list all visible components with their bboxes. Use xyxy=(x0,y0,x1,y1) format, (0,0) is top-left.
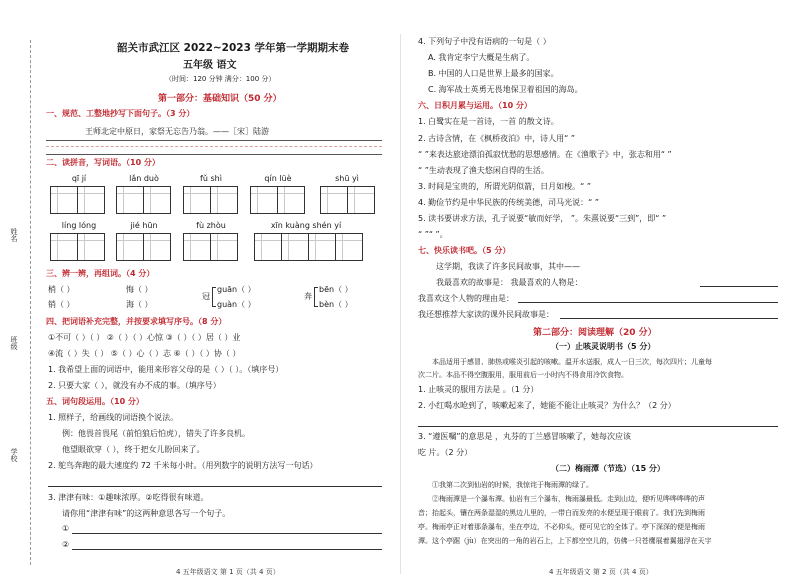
q2-pinyin-4: qín lüè xyxy=(264,174,292,183)
exam-meta: （时间：120 分钟 满分：100 分） xyxy=(165,75,276,83)
q1-heading: 一、规范、工整地抄写下面句子。（3 分） xyxy=(46,109,195,118)
q5-item-3-instruction: 请你用“津津有味”的这两种意思各写一个句子。 xyxy=(62,509,231,518)
q6-item-5b: “ ”“ ”。 xyxy=(418,230,448,239)
q6-item-3: 3. 时间是宝贵的，所谓光阴似箭，日月如梭。“ ” xyxy=(418,182,592,191)
reading1-heading: （一）止咳灵说明书（5 分） xyxy=(551,342,656,351)
q3-brace-2 xyxy=(314,287,318,307)
q6-heading: 六、日积月累与运用。（10 分） xyxy=(418,101,532,110)
q5-answer-line-2[interactable] xyxy=(72,533,382,534)
q4-sub-2: 2. 只要大家（ ），就没有办不成的事。（填序号） xyxy=(48,381,221,390)
q6-item-2a: 2. 古诗含情，在《枫桥夜泊》中，诗人用“ ” xyxy=(418,134,576,143)
reading2-para-2b: 音；抬起头，镶在两条湿湿的黑边儿里的，一带白而发亮的水便呈现于眼前了。我们先到梅雨 xyxy=(418,509,705,517)
r-q4-stem: 4. 下列句子中没有语病的一句是（ ） xyxy=(418,37,551,46)
binding-line xyxy=(30,40,31,565)
reading2-para-2d: 潭。这个亭踞（jù）在突出的一角的岩石上，上下都空空儿的，仿佛一只苍鹰展着翼翅浮在天宇 xyxy=(418,537,712,545)
q7-recommend: 我还想推荐大家读的课外民间故事是： xyxy=(418,310,554,319)
q3-guan-2: guàn（ ） xyxy=(217,300,256,309)
q2-pinyin-9: xīn kuàng shén yí xyxy=(270,221,342,230)
q2-heading: 二、读拼音，写词语。（10 分） xyxy=(46,158,160,167)
reading1-text-2: 次二片。本品不得空腹服用，服用前后一小时内不得食用冷饮食物。 xyxy=(418,371,628,379)
q5-item-2: 2. 鸵鸟奔跑的最大速度约 72 千米每小时。（用列数字的说明方法写一句话） xyxy=(48,461,318,470)
q5-answer-line-3[interactable] xyxy=(72,549,382,550)
part2-heading: 第二部分：阅读理解（20 分） xyxy=(533,328,657,338)
reading1-q3a: 3. “遵医嘱”的意思是 ，丸芬的丁兰感冒咳嗽了，她每次应该 xyxy=(418,432,632,441)
q1-writing-line[interactable] xyxy=(46,140,382,155)
q6-item-4: 4. 勤俭节约是中华民族的传统美德，司马光说：“ ” xyxy=(418,198,600,207)
q1-poem: 王师北定中原日，家祭无忘告乃翁。——［宋］陆游 xyxy=(85,127,269,136)
reading2-para-2a: ②梅雨潭是一个瀑布潭。仙岩有三个瀑布，梅雨瀑最低。走到山边，便听见哗哗哗哗的声 xyxy=(432,495,705,503)
reading1-q2-answer-line[interactable] xyxy=(418,426,778,427)
q5-answer-line-1[interactable] xyxy=(48,486,382,487)
right-footer: 4 五年级语文 第 2 页（共 4 页） xyxy=(549,568,653,576)
q6-item-2c: “ ”生动表现了渔夫悠闲自得的生活。 xyxy=(418,166,549,175)
q2-char-box-5[interactable] xyxy=(320,186,374,214)
side-label-name: 姓名 xyxy=(10,228,18,242)
left-footer: 4 五年级语文 第 1 页（共 4 页） xyxy=(176,568,280,576)
q3-char-guan: 冠 xyxy=(202,292,210,301)
q6-item-1: 1. 白鹭实在是一首诗，一首 的散文诗。 xyxy=(418,117,559,126)
reading2-heading: （二）梅雨潭（节选）（15 分） xyxy=(551,464,665,473)
q7-intro: 这学期，我读了许多民间故事，其中—— xyxy=(436,262,580,271)
q5-item-3-blank-1: ① xyxy=(62,524,70,533)
q5-heading: 五、词句段运用。（10 分） xyxy=(46,397,144,406)
q2-pinyin-5: shū yì xyxy=(335,174,359,183)
q4-row-1: ①不可（ ）（ ） ②（ ）（ ）心惊 ③（ ）（ ）居（ ）业 xyxy=(48,333,241,342)
q7-heading: 七、快乐读书吧。（5 分） xyxy=(418,246,511,255)
q2-pinyin-7: jié hūn xyxy=(130,221,158,230)
reading1-q3b: 吃 片。（2 分） xyxy=(418,448,473,457)
side-label-class: 班级 xyxy=(10,336,18,350)
q2-char-box-1[interactable] xyxy=(50,186,104,214)
q2-char-box-2[interactable] xyxy=(116,186,170,214)
side-label-school: 学校 xyxy=(10,448,18,462)
q2-pinyin-6: líng lóng xyxy=(61,221,97,230)
q4-sub-1: 1. 我希望上面的词语中，能用来形容父母的是（ ）（ ）。（填序号） xyxy=(48,365,284,374)
q1-writing-midline xyxy=(46,146,382,147)
q7-favorite-character-blank[interactable] xyxy=(700,286,778,287)
page-divider xyxy=(400,34,401,574)
q7-recommend-blank[interactable] xyxy=(560,318,778,319)
q7-reason-blank[interactable] xyxy=(518,302,778,303)
q2-char-box-8[interactable] xyxy=(183,233,237,261)
q2-pinyin-2: lǎn duò xyxy=(129,174,159,183)
q3-ben-1: bēn（ ） xyxy=(319,285,353,294)
q3-item-1: 梢（ ） xyxy=(48,285,75,294)
q3-char-ben: 奔 xyxy=(304,292,312,301)
q3-guan-1: guān（ ） xyxy=(217,285,256,294)
q5-item-3: 3. 津津有味：①趣味浓厚。②吃得很有味道。 xyxy=(48,493,209,502)
q2-pinyin-3: fǔ shì xyxy=(200,174,222,183)
r-q4-option-a: A. 我肯定李宁大概是生病了。 xyxy=(428,53,535,62)
q3-ben-2: bèn（ ） xyxy=(319,300,353,309)
part1-heading: 第一部分：基础知识（50 分） xyxy=(158,94,282,104)
q2-char-box-7[interactable] xyxy=(116,233,170,261)
q5-item-1: 1. 照样子，给画线的词语换个说法。 xyxy=(48,413,179,422)
reading2-para-2c: 亭。梅雨亭正对着那条瀑布，坐在亭边，不必仰头，便可见它的全体了。亭下深深的便是梅雨 xyxy=(418,523,705,531)
q2-char-box-4[interactable] xyxy=(250,186,304,214)
q2-char-box-3[interactable] xyxy=(183,186,237,214)
reading1-text-1: 本品适用于感冒、肺热或喉炎引起的咳嗽。温开水送服，成人一日三次，每次四片；儿童每 xyxy=(432,358,712,366)
reading2-para-1: ①我第二次到仙岩的时候，我惊诧于梅雨潭的绿了。 xyxy=(432,481,593,489)
q3-heading: 三、辨一辨，再组词。（4 分） xyxy=(46,269,155,278)
q4-heading: 四、把词语补充完整，并按要求填写序号。（8 分） xyxy=(46,317,227,326)
q7-favorite-line: 我最喜欢的故事是： 我最喜欢的人物是： xyxy=(436,278,583,287)
q5-blank-sentence: 他望眼欲穿（ ），终于把女儿盼回来了。 xyxy=(62,445,205,454)
page-title: 韶关市武江区 2022~2023 学年第一学期期末卷 xyxy=(117,42,350,54)
q3-item-2: 销（ ） xyxy=(48,300,75,309)
q2-pinyin-8: fù zhòu xyxy=(196,221,226,230)
q6-item-2b: “ ”来表达旅途漂泊孤寂忧愁的思想感情。在《渔歌子》中，张志和用“ ” xyxy=(418,150,672,159)
q4-row-2: ④流（ ）失（ ） ⑤（ ）心（ ）志 ⑥（ ）（ ）协（ ） xyxy=(48,349,241,358)
reading1-q2: 2. 小红喝水呛到了，咳嗽起来了，她能不能让止咳灵？为什么？（2 分） xyxy=(418,401,676,410)
reading1-q1: 1. 止咳灵的服用方法是 。（1 分） xyxy=(418,385,539,394)
q6-item-5a: 5. 读书要讲求方法，孔子说要“敏而好学， ”。朱熹说要“三到”，即“ ” xyxy=(418,214,667,223)
q3-brace-1 xyxy=(212,287,216,307)
r-q4-option-b: B. 中国的人口是世界上最多的国家。 xyxy=(428,69,559,78)
q2-char-box-9[interactable] xyxy=(254,233,362,261)
q5-example: 例：他畏首畏尾（前怕狼后怕虎），错失了许多良机。 xyxy=(62,429,250,438)
q7-reason: 我喜欢这个人物的理由是： xyxy=(418,294,514,303)
q5-item-3-blank-2: ② xyxy=(62,540,70,549)
q2-char-box-6[interactable] xyxy=(50,233,104,261)
r-q4-option-c: C. 海军战士英勇无畏地保卫着祖国的海岛。 xyxy=(428,85,583,94)
q3-item-4: 海（ ） xyxy=(126,300,153,309)
page-subtitle: 五年级 语文 xyxy=(183,60,237,71)
q2-pinyin-1: qī jí xyxy=(71,174,87,183)
q3-item-3: 悔（ ） xyxy=(126,285,153,294)
